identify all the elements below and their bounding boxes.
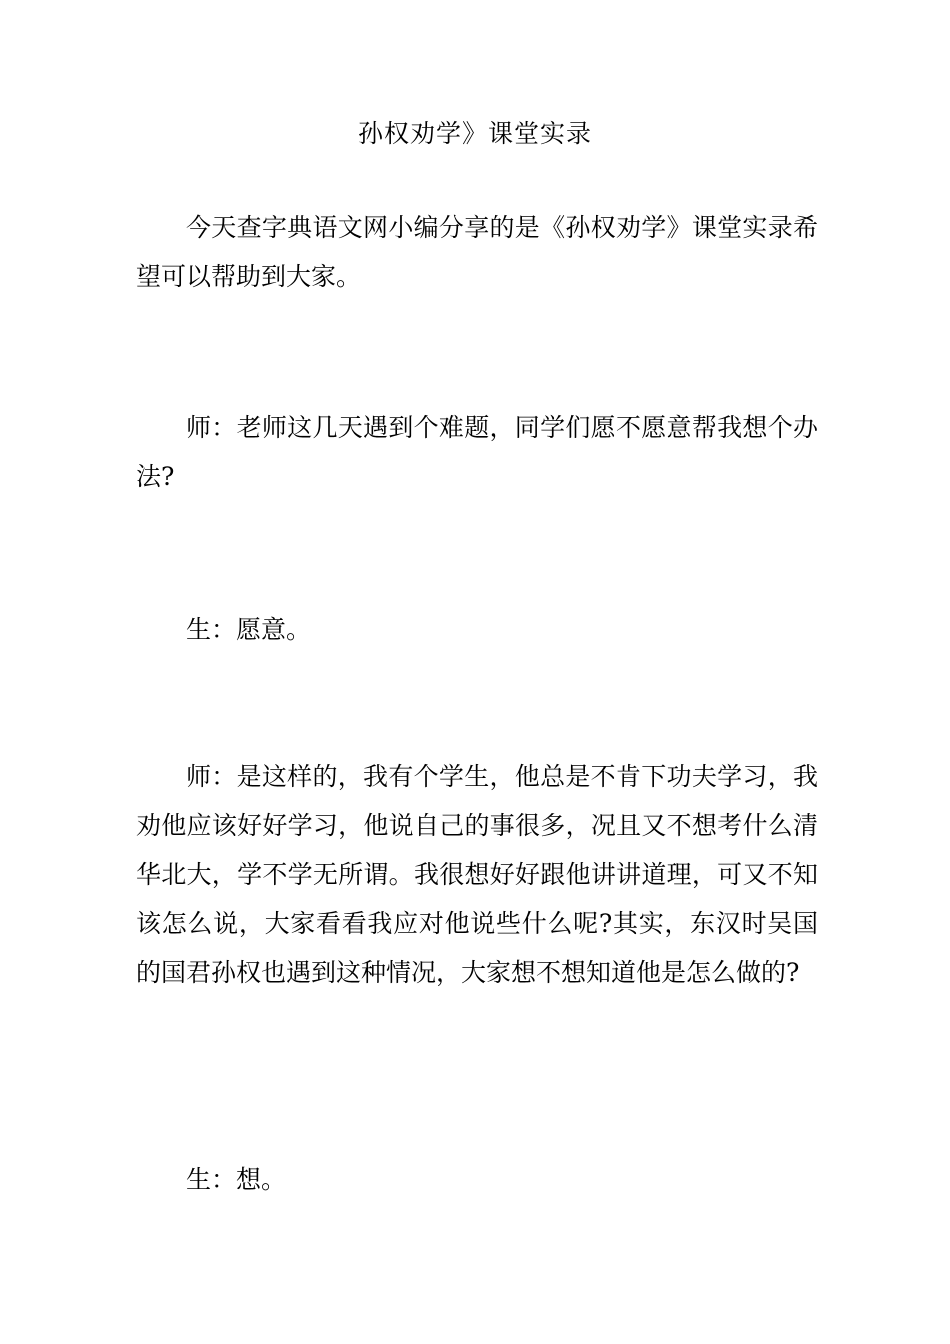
paragraph-teacher-story: 师：是这样的，我有个学生，他总是不肯下功夫学习，我劝他应该好好学习，他说自己的事很多，况且又不想考什么清华北大，学不学无所谓。我很想好好跟他讲讲道理，可又不知该怎么说，大家看看我应对他说些什么呢?其实，东汉时吴国的国君孙权也遇到这种情况，大家想不想知道他是怎么做的?	[136, 762, 818, 987]
document-title: 孙权劝学》课堂实录	[357, 119, 592, 148]
paragraph-teacher-question: 师：老师这几天遇到个难题，同学们愿不愿意帮我想个办法?	[136, 413, 818, 491]
paragraph-student-reply: 生：愿意。	[186, 615, 312, 644]
paragraph-intro: 今天查字典语文网小编分享的是《孙权劝学》课堂实录希望可以帮助到大家。	[136, 213, 818, 291]
paragraph-student-answer: 生：想。	[186, 1165, 287, 1194]
